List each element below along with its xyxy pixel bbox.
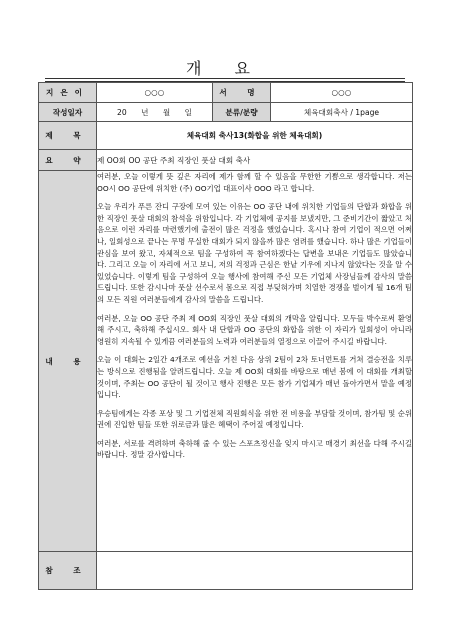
content-paragraph: 오늘 우리가 푸른 잔디 구장에 모여 있는 이유는 OO 공단 내에 위치한 기업들의 단합과 화합을 위한 직장인 풋살 대회의 참석을 위함입니다. 각 기업체에 공지를 보냈지만, 그 준비기간이 짧았고 처음으로 이런 자리를 마련했기에 출전이 많은 걱정을 했었습니다. 혹시나 참여 기업이 적으면 어쩌나, 일회성으로 끝나는 무명 무실한 대회가 되지 않을까 많은 염려를 했습니다. 하나 많은 기업들이 관심을 보여 왔고, 자체적으로 팀을 구성하여 꼭 참여하겠다는 답변을 보내온 기업들도 많았습니다. 그리고 오늘 이 자리에 서고 보니, 저의 걱정과 근심은 한낱 기우에 지나지 않았다는 것을 알 수 있었습니다. 이렇게 팀을 구성하여 오늘 행사에 참여해 주신 모든 기업체 사장님들께 감사의 말씀드립니다. 또한 감시나마 풋살 선수로서 몸으로 직접 부딪혀가며 치열한 경쟁을 벌이게 될 16개 팀의 모든 직원 여러분들에게 감사의 말씀을 드립니다. [97, 202, 412, 304]
date-value: 20 년 월 일 [97, 103, 213, 122]
summary-form-table [38, 82, 413, 590]
date-label: 작성일자 [39, 103, 97, 122]
content-body [97, 171, 413, 552]
content-paragraph: 우승팀에게는 각종 포상 및 그 기업전체 직원회식을 위한 전 비용을 부담할 것이며, 참가팀 및 순위권에 진입한 팀들 또한 위로금과 많은 혜택이 주어질 예정입니다. [97, 408, 412, 430]
subject-value: 체육대회 축사13(화합을 위한 체육대회) [97, 122, 413, 150]
summary-value: 제 OO회 OO 공단 주최 직장인 풋살 대회 축사 [97, 150, 413, 171]
category-label: 분류/분량 [213, 103, 271, 122]
author-label: 지은이 [39, 83, 97, 103]
document-title: 개 요 [186, 59, 264, 78]
content-paragraph: 여러분, 서로를 격려하며 축하해 줄 수 있는 스포츠정신을 잊지 마시고 매경기 최선을 다해 주시길 바랍니다. 정말 감사합니다. [97, 438, 412, 460]
content-paragraph: 여러분, 오늘 OO 공단 주최 제 OO회 직장인 풋살 대회의 개막을 알립니다. 모두들 박수로써 환영해 주시고, 축하해 주십시오. 회사 내 단합과 OO 공단의 화합을 위한 이 자리가 일회성이 아니라 영원히 지속될 수 있게끔 여러분들의 노력과 여러분들의 열정으로 이끌어 주시길 바랍니다. [97, 313, 412, 346]
title-rule [45, 78, 405, 79]
content-paragraph: 오늘 이 대회는 2일간 4개조로 예선을 거친 다음 상위 2팀이 2차 토너먼트를 거쳐 결승전을 치루는 방식으로 진행됨을 알려드립니다. 오늘 제 OO회 대회를 바탕으로 매년 봄에 이 대회를 개최할 것이며, 주최는 OO 공단이 될 것이고 행사 진행은 모든 참가 기업체가 매년 돌아가면서 맡을 예정입니다. [97, 355, 412, 400]
signature-value: ○○○ [271, 83, 413, 103]
summary-label: 요 약 [39, 150, 97, 171]
category-value: 체육대회축사 / 1page [271, 103, 413, 122]
subject-label: 제 목 [39, 122, 97, 150]
author-value: ○○○ [97, 83, 213, 103]
reference-value [97, 552, 413, 590]
content-paragraph: 여러분, 오늘 이렇게 뜻 깊은 자리에 제가 함께 할 수 있음을 무한한 기쁨으로 생각합니다. 저는 OO시 OO 공단에 위치한 (주) OO기업 대표이사 OOO 라고 합니다. [97, 172, 412, 193]
signature-label: 서 명 [213, 83, 271, 103]
content-label: 내 용 [39, 171, 97, 552]
reference-label: 참 조 [39, 552, 97, 590]
